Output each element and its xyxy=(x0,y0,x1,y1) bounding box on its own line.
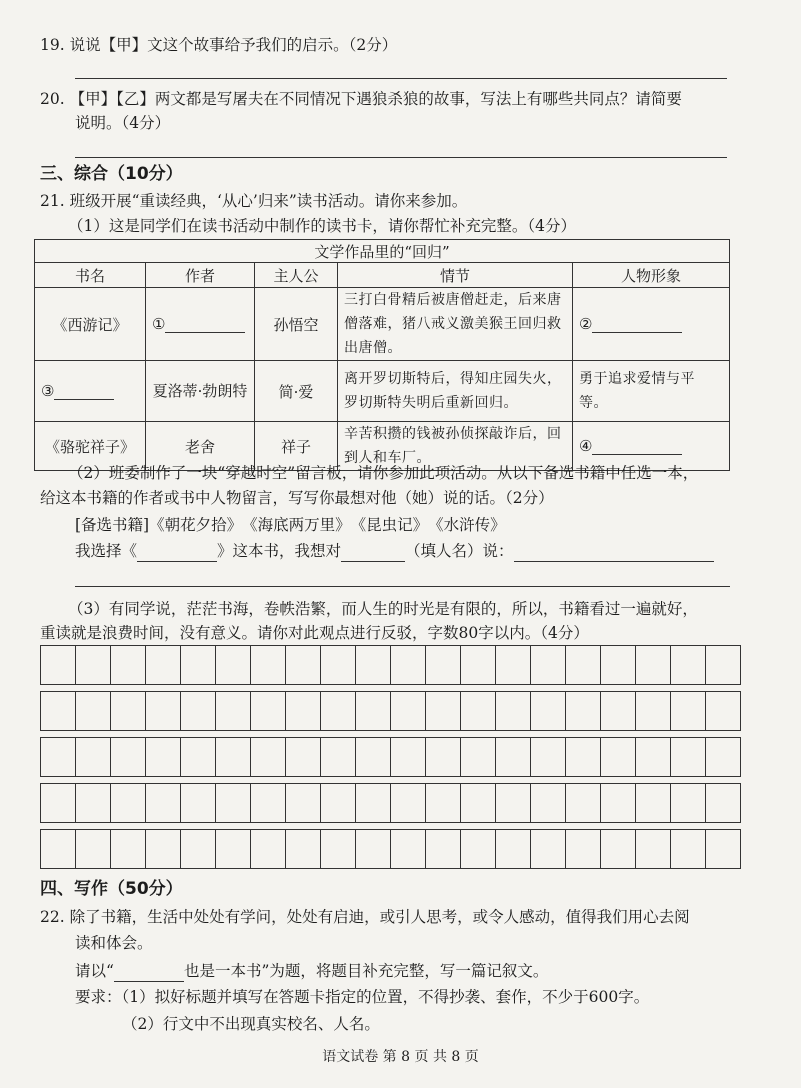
cell-author: 老舍 xyxy=(146,422,255,471)
fill-blank[interactable] xyxy=(54,383,114,400)
table-row xyxy=(35,288,730,361)
cell-label: ② xyxy=(579,315,593,333)
fill-sentence xyxy=(75,540,714,562)
fill-text: 》这本书，我想对 xyxy=(217,542,342,560)
requirement-1: 要求：（1）拟好标题并填写在答题卡指定的位置，不得抄袭、套作，不少于600字。 xyxy=(75,988,650,1006)
writing-grid-row[interactable] xyxy=(40,737,741,777)
fill-text: 也是一本书”为题，将题目补充完整，写一篇记叙文。 xyxy=(183,962,549,980)
cell-author: 夏洛蒂·勃朗特 xyxy=(146,361,255,422)
cell-book: 《骆驼祥子》 xyxy=(35,422,146,471)
answer-line[interactable] xyxy=(75,586,730,587)
fill-text: 我选择《 xyxy=(75,542,138,560)
question-20-line2: 说明。（4分） xyxy=(75,114,171,132)
question-21: 21. 班级开展“重读经典，‘从心’归来”读书活动。请你来参加。 xyxy=(40,192,468,210)
fill-blank[interactable] xyxy=(165,316,245,333)
cell-label: ③ xyxy=(41,382,55,400)
section-3-title: 三、综合（10分） xyxy=(40,164,183,184)
writing-grid-row[interactable] xyxy=(40,829,741,869)
cell-image: 勇于追求爱情与平等。 xyxy=(573,361,730,422)
cell-hero: 祥子 xyxy=(255,422,338,471)
cell-book[interactable] xyxy=(35,361,146,422)
writing-grid-row[interactable] xyxy=(40,783,741,823)
question-21-2-line2: 给这本书籍的作者或书中人物留言，写写你最想对他（她）说的话。（2分） xyxy=(40,489,554,507)
fill-blank[interactable] xyxy=(592,316,682,333)
title-blank[interactable] xyxy=(114,981,184,982)
fill-blank[interactable] xyxy=(592,438,682,455)
fill-text: （填人名）说： xyxy=(405,542,514,560)
page-footer: 语文试卷 第 8 页 共 8 页 xyxy=(322,1049,479,1065)
header-image: 人物形象 xyxy=(573,263,730,288)
reading-card-table xyxy=(34,239,730,471)
table-row xyxy=(35,361,730,422)
question-19: 19. 说说【甲】文这个故事给予我们的启示。（2分） xyxy=(40,36,398,54)
cell-plot: 辛苦积攒的钱被孙侦探敲诈后，回到人和车厂。 xyxy=(338,422,573,471)
cell-hero: 简·爱 xyxy=(255,361,338,422)
question-20-line1: 20. 【甲】【乙】两文都是写屠夫在不同情况下遇狼杀狼的故事，写法上有哪些共同点？请简要 xyxy=(40,90,682,108)
section-4-title: 四、写作（50分） xyxy=(40,879,183,899)
card-title: 文学作品里的“回归” xyxy=(35,240,730,263)
book-name-blank[interactable] xyxy=(137,561,217,562)
cell-plot: 离开罗切斯特后，得知庄园失火，罗切斯特失明后重新回归。 xyxy=(338,361,573,422)
writing-grid-row[interactable] xyxy=(40,645,741,685)
cell-book: 《西游记》 xyxy=(35,288,146,361)
header-hero: 主人公 xyxy=(255,263,338,288)
cell-image[interactable] xyxy=(573,288,730,361)
header-plot: 情节 xyxy=(338,263,573,288)
cell-hero: 孙悟空 xyxy=(255,288,338,361)
header-book: 书名 xyxy=(35,263,146,288)
cell-author[interactable] xyxy=(146,288,255,361)
cell-plot: 三打白骨精后被唐僧赶走，后来唐僧落难，猪八戒义激美猴王回归救出唐僧。 xyxy=(338,288,573,361)
question-22-line1: 22. 除了书籍，生活中处处有学问，处处有启迪，或引人思考，或令人感动，值得我们用心去阅 xyxy=(40,908,690,926)
book-options: [备选书籍]《朝花夕拾》 《海底两万里》 《昆虫记》 《水浒传》 xyxy=(75,516,506,534)
requirement-2: （2）行文中不出现真实校名、人名。 xyxy=(122,1015,380,1033)
question-21-3-line2: 重读就是浪费时间，没有意义。请你对此观点进行反驳，字数80字以内。（4分） xyxy=(40,624,589,642)
question-21-1: （1）这是同学们在读书活动中制作的读书卡，请你帮忙补充完整。（4分） xyxy=(68,217,576,235)
answer-line[interactable] xyxy=(75,157,727,158)
question-22-line3 xyxy=(75,960,548,982)
writing-grid-row[interactable] xyxy=(40,691,741,731)
cell-label: ① xyxy=(152,315,166,333)
fill-text: 请以“ xyxy=(75,962,114,980)
question-21-3-line1: （3）有同学说，茫茫书海，卷帙浩繁，而人生的时光是有限的，所以，书籍看过一遍就好， xyxy=(68,600,698,618)
cell-label: ④ xyxy=(579,437,593,455)
header-author: 作者 xyxy=(146,263,255,288)
message-blank[interactable] xyxy=(514,561,714,562)
person-name-blank[interactable] xyxy=(341,561,405,562)
question-22-line2: 读和体会。 xyxy=(75,934,153,952)
answer-line[interactable] xyxy=(75,78,727,79)
question-21-2-line1: （2）班委制作了一块“穿越时空”留言板，请你参加此项活动。从以下备选书籍中任选一本， xyxy=(68,464,699,482)
